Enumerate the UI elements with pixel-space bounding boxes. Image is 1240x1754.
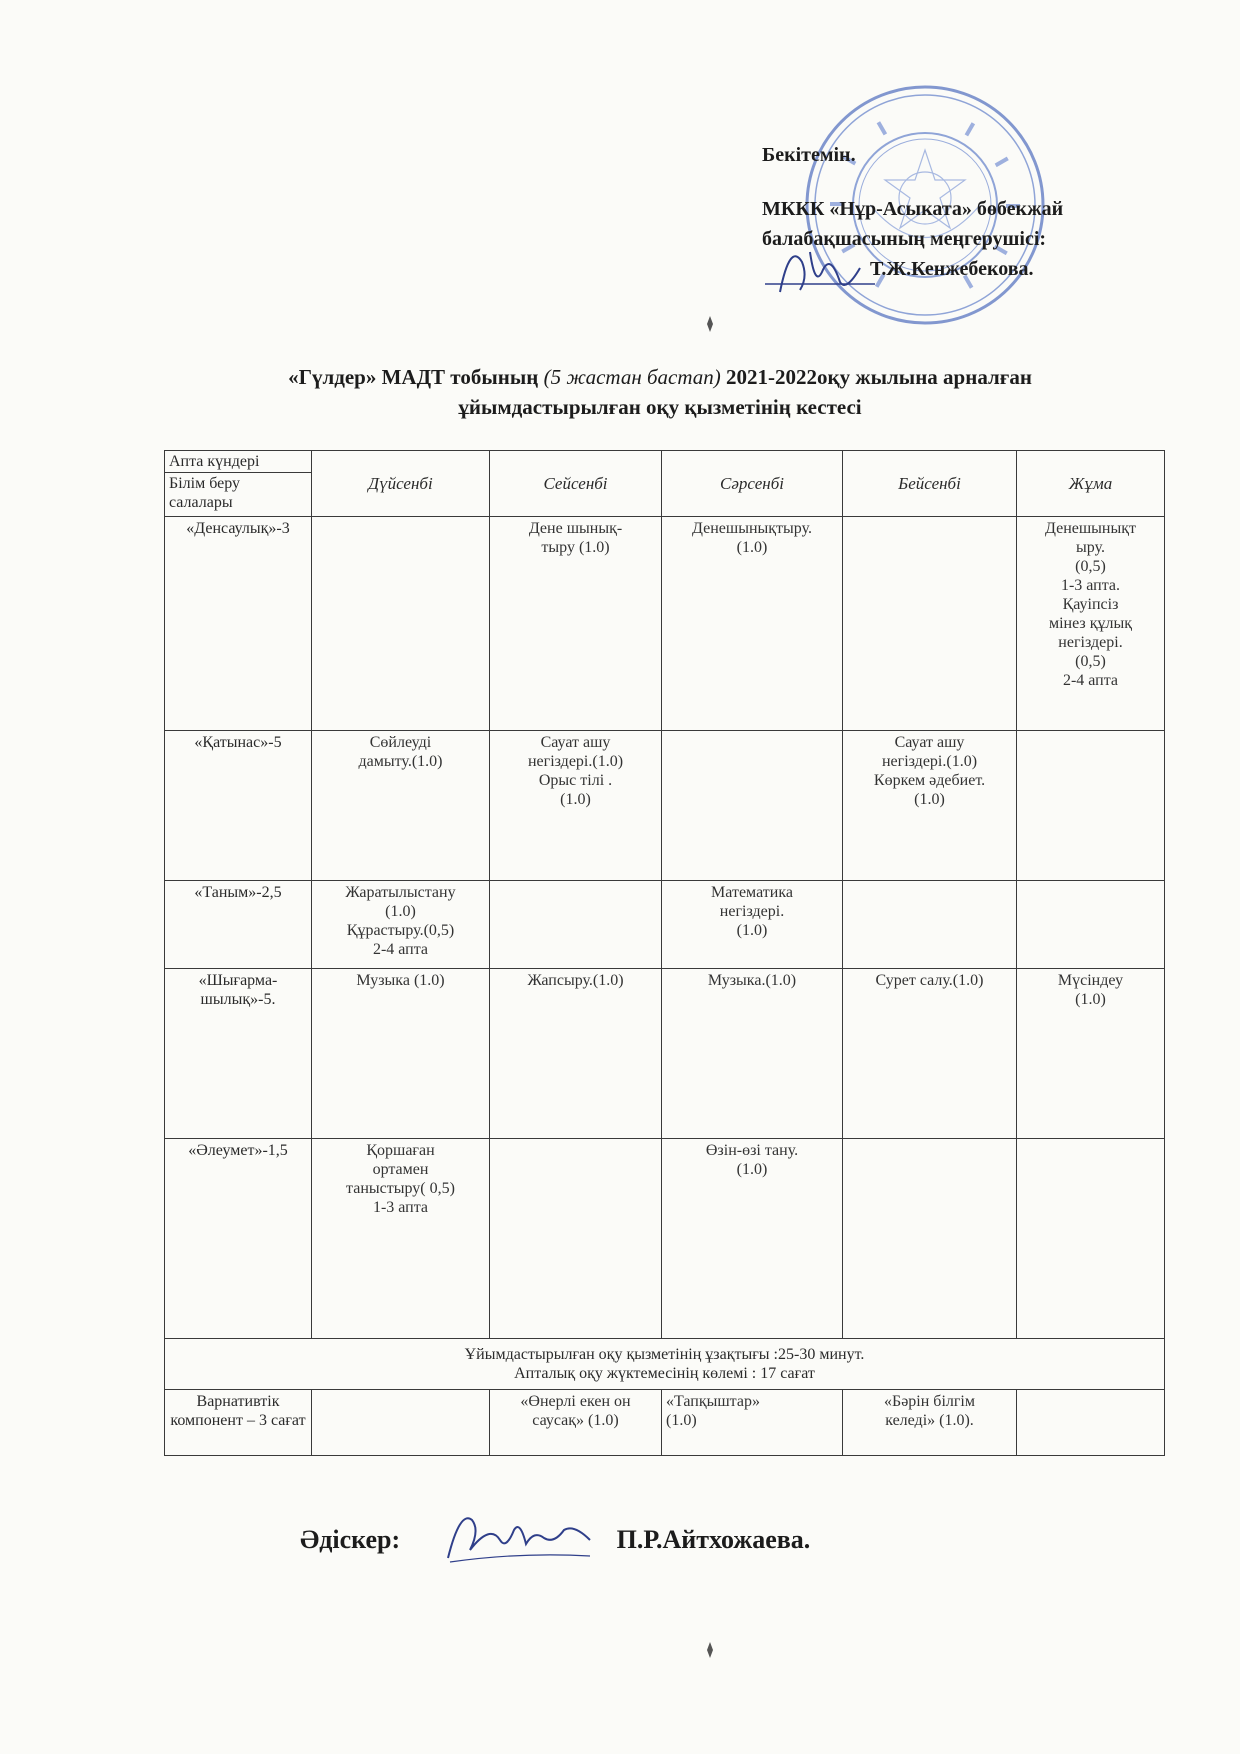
cell-line: Денешынықт [1044,520,1137,537]
cell-line: «Өнерлі екен он [520,1393,631,1410]
cell-line: негіздері. [719,903,785,920]
cell-line: Жапсыру.(1.0) [527,972,624,989]
area-label: «Әлеумет»-1,5 [165,1139,312,1339]
schedule-cell [662,1139,843,1339]
schedule-cell [312,731,490,881]
cell-line: Орыс тілі . [538,772,613,789]
cell-line: Дене шынық- [528,520,623,537]
table-row [165,517,1165,731]
cell-line: келеді» (1.0). [885,1412,974,1429]
schedule-cell [843,881,1017,969]
schedule-cell [1017,517,1165,731]
cell-line: (1.0) [666,1412,697,1429]
summary-weekly-load: Апталық оқу жүктемесінің көлемі : 17 сағат [514,1365,815,1382]
cell-line: негіздері.(1.0) [527,753,624,770]
cell-line: Музыка (1.0) [356,972,445,989]
cell-line: (0,5) [1075,558,1106,575]
cell-line: ыру. [1076,539,1105,556]
cell-line: Мүсіндеу [1057,972,1124,989]
cell-line: (1.0) [1075,991,1106,1008]
variative-cell [490,1390,662,1456]
header-corner-days-label: Апта күндері [165,451,311,473]
schedule-cell [490,1139,662,1339]
header-corner-areas-label: Білім беру салалары [169,475,241,511]
cell-line: негіздері. [1058,634,1123,651]
document-title [160,362,1160,422]
approval-title: Бекітемін. [762,144,856,166]
schedule-cell [490,731,662,881]
cell-line: саусақ» (1.0) [532,1412,619,1429]
cell-line: 2-4 апта [372,941,429,958]
cell-line: Сурет салу.(1.0) [875,972,984,989]
table-row [165,969,1165,1139]
cell-line: ортамен [372,1161,429,1178]
day-header-friday: Жұма [1017,451,1165,517]
methodist-name: П.Р.Айтхожаева. [616,1525,811,1554]
cell-line: Көркем әдебиет. [873,772,986,789]
variative-cell [843,1390,1017,1456]
scan-mark-icon [706,1642,714,1658]
cell-line: (1.0) [736,539,768,556]
summary-duration: Ұйымдастырылған оқу қызметінің ұзақтығы :25-30 минут. [464,1346,865,1363]
variative-cell [1017,1390,1165,1456]
cell-line: 2-4 апта [1062,672,1119,689]
variative-row [165,1390,1165,1456]
cell-line: Қоршаған [366,1142,435,1159]
approval-position: балабақшасының меңгерушісі: [762,228,1047,250]
summary-row [165,1339,1165,1390]
approval-organization: МККК «Нұр-Асыката» бөбекжай [762,198,1064,220]
cell-line: (0,5) [1075,653,1106,670]
cell-line: Қауіпсіз [1062,596,1119,613]
schedule-cell [312,969,490,1139]
cell-line: тыру (1.0) [541,539,610,556]
cell-line: (1.0) [385,903,416,920]
schedule-cell [843,517,1017,731]
cell-line: «Бәрін білгім [884,1393,975,1410]
cell-line: «Тапқыштар» [666,1393,760,1410]
schedule-cell [1017,881,1165,969]
table-row [165,731,1165,881]
cell-line: Өзін-өзі тану. [705,1142,799,1159]
schedule-cell [662,969,843,1139]
cell-line: (1.0) [736,922,768,939]
area-label: «Денсаулық»-3 [165,517,312,731]
schedule-cell [843,969,1017,1139]
variative-area-label: Варнативтік компонент – 3 сағат [165,1390,312,1456]
cell-line: негіздері.(1.0) [881,753,978,770]
cell-line: (1.0) [736,1161,768,1178]
cell-line: дамыту.(1.0) [358,753,443,770]
day-header-thursday: Бейсенбі [843,451,1017,517]
cell-line: Жаратылыстану [345,884,456,901]
schedule-cell [312,881,490,969]
methodist-role: Әдіскер: [300,1525,401,1554]
title-age-note: (5 жастан бастап) [543,365,721,389]
cell-line: Сауат ашу [894,734,965,751]
cell-line: таныстыру( 0,5) [346,1180,455,1197]
schedule-cell [843,731,1017,881]
table-row [165,881,1165,969]
schedule-cell [312,1139,490,1339]
summary-cell [165,1339,1165,1390]
schedule-cell [662,517,843,731]
schedule-cell [312,517,490,731]
schedule-table [164,450,1165,1456]
cell-line: (1.0) [560,791,591,808]
schedule-cell [1017,969,1165,1139]
day-header-wednesday: Сәрсенбі [662,451,843,517]
header-corner-cell [165,451,312,517]
day-header-monday: Дүйсенбі [312,451,490,517]
cell-line: Сауат ашу [540,734,611,751]
schedule-cell [843,1139,1017,1339]
scan-mark-icon [706,316,714,332]
schedule-cell [662,731,843,881]
cell-line: 1-3 апта [372,1199,429,1216]
methodist-signature [440,1500,600,1570]
area-label: «Шығарма-шылық»-5. [165,969,312,1139]
schedule-cell [490,517,662,731]
title-line-2: ұйымдастырылған оқу қызметінің кестесі [458,395,862,419]
day-header-tuesday: Сейсенбі [490,451,662,517]
cell-line: Сөйлеуді [369,734,432,751]
schedule-cell [662,881,843,969]
header-row [165,451,1165,517]
area-label: «Қатынас»-5 [165,731,312,881]
table-row [165,1139,1165,1339]
schedule-cell [490,881,662,969]
cell-line: Математика [711,884,793,901]
area-label: «Таным»-2,5 [165,881,312,969]
cell-line: Музыка.(1.0) [707,972,797,989]
cell-line: мінез құлық [1048,615,1133,632]
variative-cell [312,1390,490,1456]
title-part-1: «Гүлдер» МАДТ тобының [288,365,544,389]
approval-head-name: Т.Ж.Кенжебекова. [870,258,1034,280]
title-part-2: 2021-2022оқу жылына арналған [720,365,1032,389]
schedule-cell [1017,1139,1165,1339]
schedule-cell [490,969,662,1139]
head-signature [760,232,880,302]
cell-line: Құрастыру.(0,5) [346,922,455,939]
cell-line: 1-3 апта. [1060,577,1121,594]
cell-line: Денешынықтыру. [692,520,812,537]
cell-line: (1.0) [914,791,945,808]
schedule-cell [1017,731,1165,881]
variative-cell [662,1390,843,1456]
